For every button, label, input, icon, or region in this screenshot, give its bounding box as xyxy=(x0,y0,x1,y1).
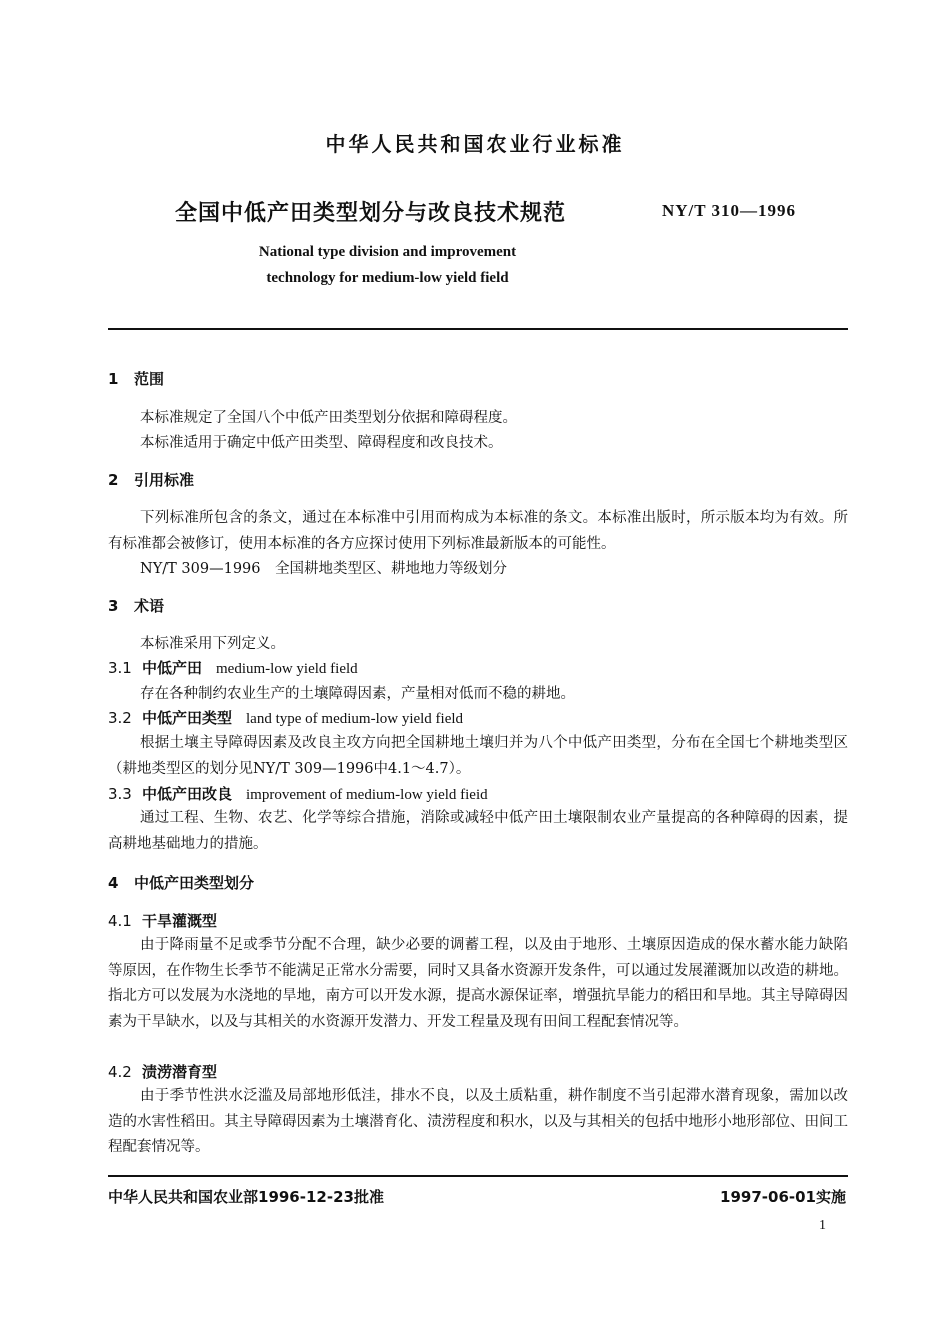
clause-4-2-heading xyxy=(108,1061,231,1082)
english-title-line-2: technology for medium-low yield field xyxy=(266,270,509,286)
clause-title: 渍涝潜育型 xyxy=(142,1063,218,1081)
clause-number: 4.1 xyxy=(108,912,132,930)
document-title: 全国中低产田类型划分与改良技术规范 xyxy=(175,201,567,226)
section-3-heading xyxy=(108,595,164,616)
term-3-1-definition: 存在各种制约农业生产的土壤障碍因素，产量相对低而不稳的耕地。 xyxy=(140,686,575,702)
clause-number: 3.3 xyxy=(108,785,132,803)
clause-number: 3.1 xyxy=(108,659,132,677)
term-3-3-definition: 通过工程、生物、农艺、化学等综合措施，消除或减轻中低产田土壤限制农业产量提高的各种障碍的因素，提高耕地基础地力的措施。 xyxy=(108,810,848,852)
effective-date: 1997-06-01实施 xyxy=(720,1188,846,1206)
document-header: 中华人民共和国农业行业标准 xyxy=(325,132,625,156)
clause-title: 干旱灌溉型 xyxy=(142,912,218,930)
section-1-para-2: 本标准适用于确定中低产田类型、障碍程度和改良技术。 xyxy=(140,435,503,451)
section-1-para-1: 本标准规定了全国八个中低产田类型划分依据和障碍程度。 xyxy=(140,410,517,426)
section-title: 术语 xyxy=(134,597,165,615)
term-3-3-heading xyxy=(108,783,488,804)
clause-4-1-heading xyxy=(108,910,231,931)
section-title: 中低产田类型划分 xyxy=(134,874,255,892)
section-1-heading xyxy=(108,368,164,389)
english-title-line-1: National type division and improvement xyxy=(258,244,517,260)
term-chinese: 中低产田 xyxy=(142,659,203,677)
footer-divider xyxy=(108,1175,848,1177)
section-number: 2 xyxy=(108,471,119,489)
term-chinese: 中低产田改良 xyxy=(142,785,233,803)
section-2-heading xyxy=(108,469,194,490)
section-number: 3 xyxy=(108,597,119,615)
section-number: 1 xyxy=(108,370,119,388)
clause-number: 3.2 xyxy=(108,709,132,727)
section-3-intro: 本标准采用下列定义。 xyxy=(140,636,285,652)
term-english: land type of medium-low yield field xyxy=(246,711,464,727)
section-number: 4 xyxy=(108,874,119,892)
term-english: medium-low yield field xyxy=(216,661,358,677)
section-2-para: 下列标准所包含的条文，通过在本标准中引用而构成为本标准的条文。本标准出版时，所示版本均为有效。所有标准都会被修订，使用本标准的各方应探讨使用下列标准最新版本的可能性。 xyxy=(108,510,848,552)
section-title: 引用标准 xyxy=(134,471,195,489)
section-4-heading xyxy=(108,872,254,893)
section-2-reference: NY/T 309—1996 全国耕地类型区、耕地地力等级划分 xyxy=(140,561,508,577)
term-3-2-definition: 根据土壤主导障碍因素及改良主攻方向把全国耕地土壤归并为八个中低产田类型，分布在全国七个耕地类型区（耕地类型区的划分见NY/T 309—1996中4.1～4.7）。 xyxy=(108,735,848,777)
term-3-2-heading xyxy=(108,707,463,728)
term-english: improvement of medium-low yield fieid xyxy=(246,787,488,803)
section-title: 范围 xyxy=(134,370,165,388)
term-3-1-heading xyxy=(108,657,358,678)
clause-4-2-text: 由于季节性洪水泛滥及局部地形低洼，排水不良，以及土质粘重，耕作制度不当引起滞水潜育现象，需加以改造的水害性稻田。其主导障碍因素为土壤潜育化、渍涝程度和积水，以及与其相关的包括中地形小地形部位、田间工程配套情况等。 xyxy=(108,1088,848,1155)
standard-code: NY/T 310—1996 xyxy=(662,201,797,220)
term-chinese: 中低产田类型 xyxy=(142,709,233,727)
page-number: 1 xyxy=(819,1218,826,1233)
approval-date: 中华人民共和国农业部1996-12-23批准 xyxy=(108,1188,384,1206)
clause-number: 4.2 xyxy=(108,1063,132,1081)
header-divider xyxy=(108,328,848,330)
clause-4-1-text: 由于降雨量不足或季节分配不合理，缺少必要的调蓄工程，以及由于地形、土壤原因造成的保水蓄水能力缺陷等原因，在作物生长季节不能满足正常水分需要，同时又具备水资源开发条件，可以通过发展灌溉加以改造的耕地。指北方可以发展为水浇地的旱地，南方可以开发水源，提高水源保证率，增强抗旱能力的稻田和旱地。其主导障碍因素为干旱缺水，以及与其相关的水资源开发潜力、开发工程量及现有田间工程配套情况等。 xyxy=(108,937,848,1030)
